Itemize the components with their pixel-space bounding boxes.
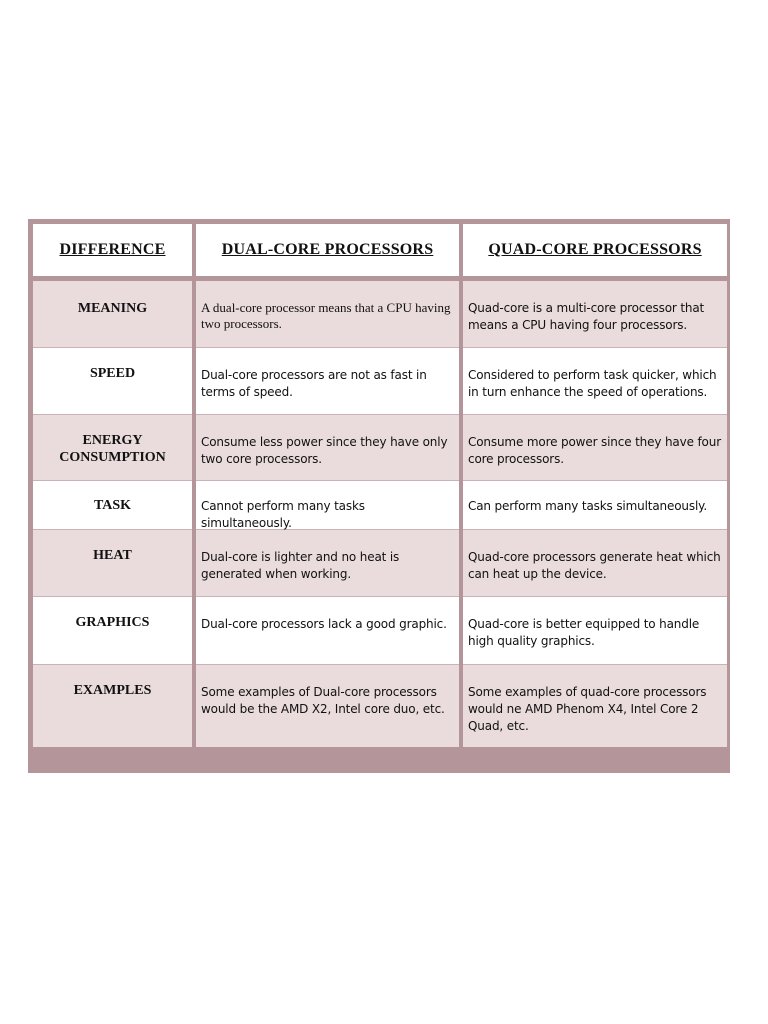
row-label-task: TASK: [33, 481, 192, 530]
row-label-examples: EXAMPLES: [33, 665, 192, 747]
row-label-meaning: MEANING: [33, 281, 192, 348]
cell-energy-dual: Consume less power since they have only two core processors.: [196, 415, 459, 481]
comparison-table: [28, 219, 730, 773]
row-label-speed: SPEED: [33, 348, 192, 415]
header-difference: DIFFERENCE: [33, 224, 192, 281]
cell-task-quad: Can perform many tasks simultaneously.: [463, 481, 727, 530]
cell-heat-dual: Dual-core is lighter and no heat is generated when working.: [196, 530, 459, 597]
cell-graphics-dual: Dual-core processors lack a good graphic.: [196, 597, 459, 665]
cell-task-dual: Cannot perform many tasks simultaneously.: [196, 481, 459, 530]
cell-graphics-quad: Quad-core is better equipped to handle high quality graphics.: [463, 597, 727, 665]
header-dual-core: DUAL-CORE PROCESSORS: [196, 224, 459, 281]
cell-energy-quad: Consume more power since they have four core processors.: [463, 415, 727, 481]
cell-examples-dual: Some examples of Dual-core processors would be the AMD X2, Intel core duo, etc.: [196, 665, 459, 747]
cell-speed-quad: Considered to perform task quicker, which in turn enhance the speed of operations.: [463, 348, 727, 415]
cell-speed-dual: Dual-core processors are not as fast in terms of speed.: [196, 348, 459, 415]
header-quad-core: QUAD-CORE PROCESSORS: [463, 224, 727, 281]
cell-examples-quad: Some examples of quad-core processors would ne AMD Phenom X4, Intel Core 2 Quad, etc.: [463, 665, 727, 747]
cell-meaning-dual: A dual-core processor means that a CPU having two processors.: [196, 281, 459, 348]
cell-meaning-quad: Quad-core is a multi-core processor that means a CPU having four processors.: [463, 281, 727, 348]
comparison-grid: [33, 224, 725, 768]
row-label-heat: HEAT: [33, 530, 192, 597]
row-label-energy-consumption: ENERGY CONSUMPTION: [33, 415, 192, 481]
row-label-graphics: GRAPHICS: [33, 597, 192, 665]
cell-heat-quad: Quad-core processors generate heat which can heat up the device.: [463, 530, 727, 597]
